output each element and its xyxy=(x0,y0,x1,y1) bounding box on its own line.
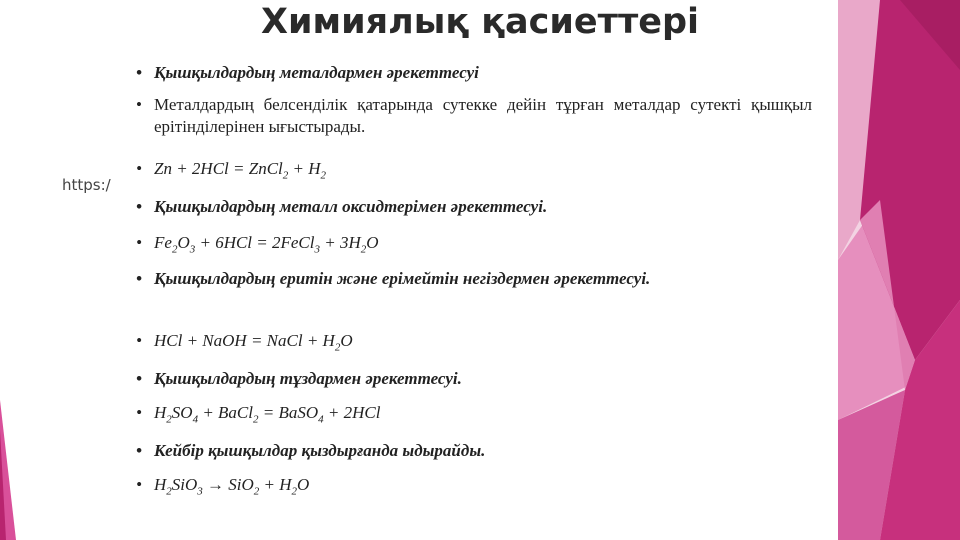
formula-subscript: 2 xyxy=(253,485,260,498)
formula-subscript: 2 xyxy=(252,413,259,426)
bullet-formula xyxy=(136,474,812,496)
bullet-heading: • Қышқылдардың металл оксидтерімен әрекеттесуі. xyxy=(136,196,812,218)
bullet-heading: • Қышқылдардың металдармен әрекеттесуі xyxy=(136,62,812,84)
bullet-formula xyxy=(136,158,812,180)
slide-title: Химиялық қасиеттері xyxy=(260,2,700,42)
formula-text: + H xyxy=(259,475,292,494)
formula-text: + H xyxy=(288,159,321,178)
formula-subscript: 2 xyxy=(320,169,327,182)
formula-text: Zn + 2HCl = ZnCl xyxy=(154,159,283,178)
formula-text: = BaSO xyxy=(258,403,319,422)
url-fragment: https:/ xyxy=(62,176,111,194)
formula-subscript: 4 xyxy=(318,413,324,426)
formula-text: Fe xyxy=(154,233,172,252)
formula-text: + 6HCl = 2FeCl xyxy=(195,233,315,252)
formula-text: + BaCl xyxy=(198,403,253,422)
bullet-formula xyxy=(136,402,812,424)
formula-text: SiO xyxy=(171,475,198,494)
bullet-text: • Металдардың белсенділік қатарында сутекке дейін тұрған металдар сутекті қышқыл ерітінділерінен ығыстырады. xyxy=(136,94,812,138)
bullet-formula xyxy=(136,330,812,352)
formula-text: H xyxy=(154,475,167,494)
formula-subscript: 3 xyxy=(189,243,196,256)
formula-text: + 2HCl xyxy=(323,403,381,422)
bullet-heading: • Қышқылдардың тұздармен әрекеттесуі. xyxy=(136,368,812,390)
formula-text: SO xyxy=(171,403,193,422)
formula-text: O xyxy=(177,233,190,252)
formula-subscript: 2 xyxy=(171,243,178,256)
formula-subscript: 2 xyxy=(166,413,172,426)
formula-text: HCl + NaOH = NaCl + H xyxy=(154,331,335,350)
formula-subscript: 2 xyxy=(334,341,341,354)
formula-subscript: 2 xyxy=(360,243,367,256)
formula-text: O xyxy=(340,331,353,350)
formula-text: H xyxy=(154,403,167,422)
formula-subscript: 2 xyxy=(291,485,298,498)
formula-text: O xyxy=(297,475,310,494)
formula-text: O xyxy=(366,233,379,252)
formula-subscript: 2 xyxy=(166,485,172,498)
formula-subscript: 2 xyxy=(282,169,289,182)
formula-subscript: 3 xyxy=(197,485,203,498)
bullet-heading: • Қышқылдардың еритін және ерімейтін негіздермен әрекеттесуі. xyxy=(136,268,812,290)
formula-subscript: 3 xyxy=(314,243,320,256)
formula-text: → SiO xyxy=(202,475,254,494)
formula-subscript: 4 xyxy=(192,413,199,426)
formula-text: + 3H xyxy=(320,233,361,252)
bullet-formula xyxy=(136,232,812,254)
bullet-heading: • Кейбір қышқылдар қыздырғанда ыдырайды. xyxy=(136,440,812,462)
